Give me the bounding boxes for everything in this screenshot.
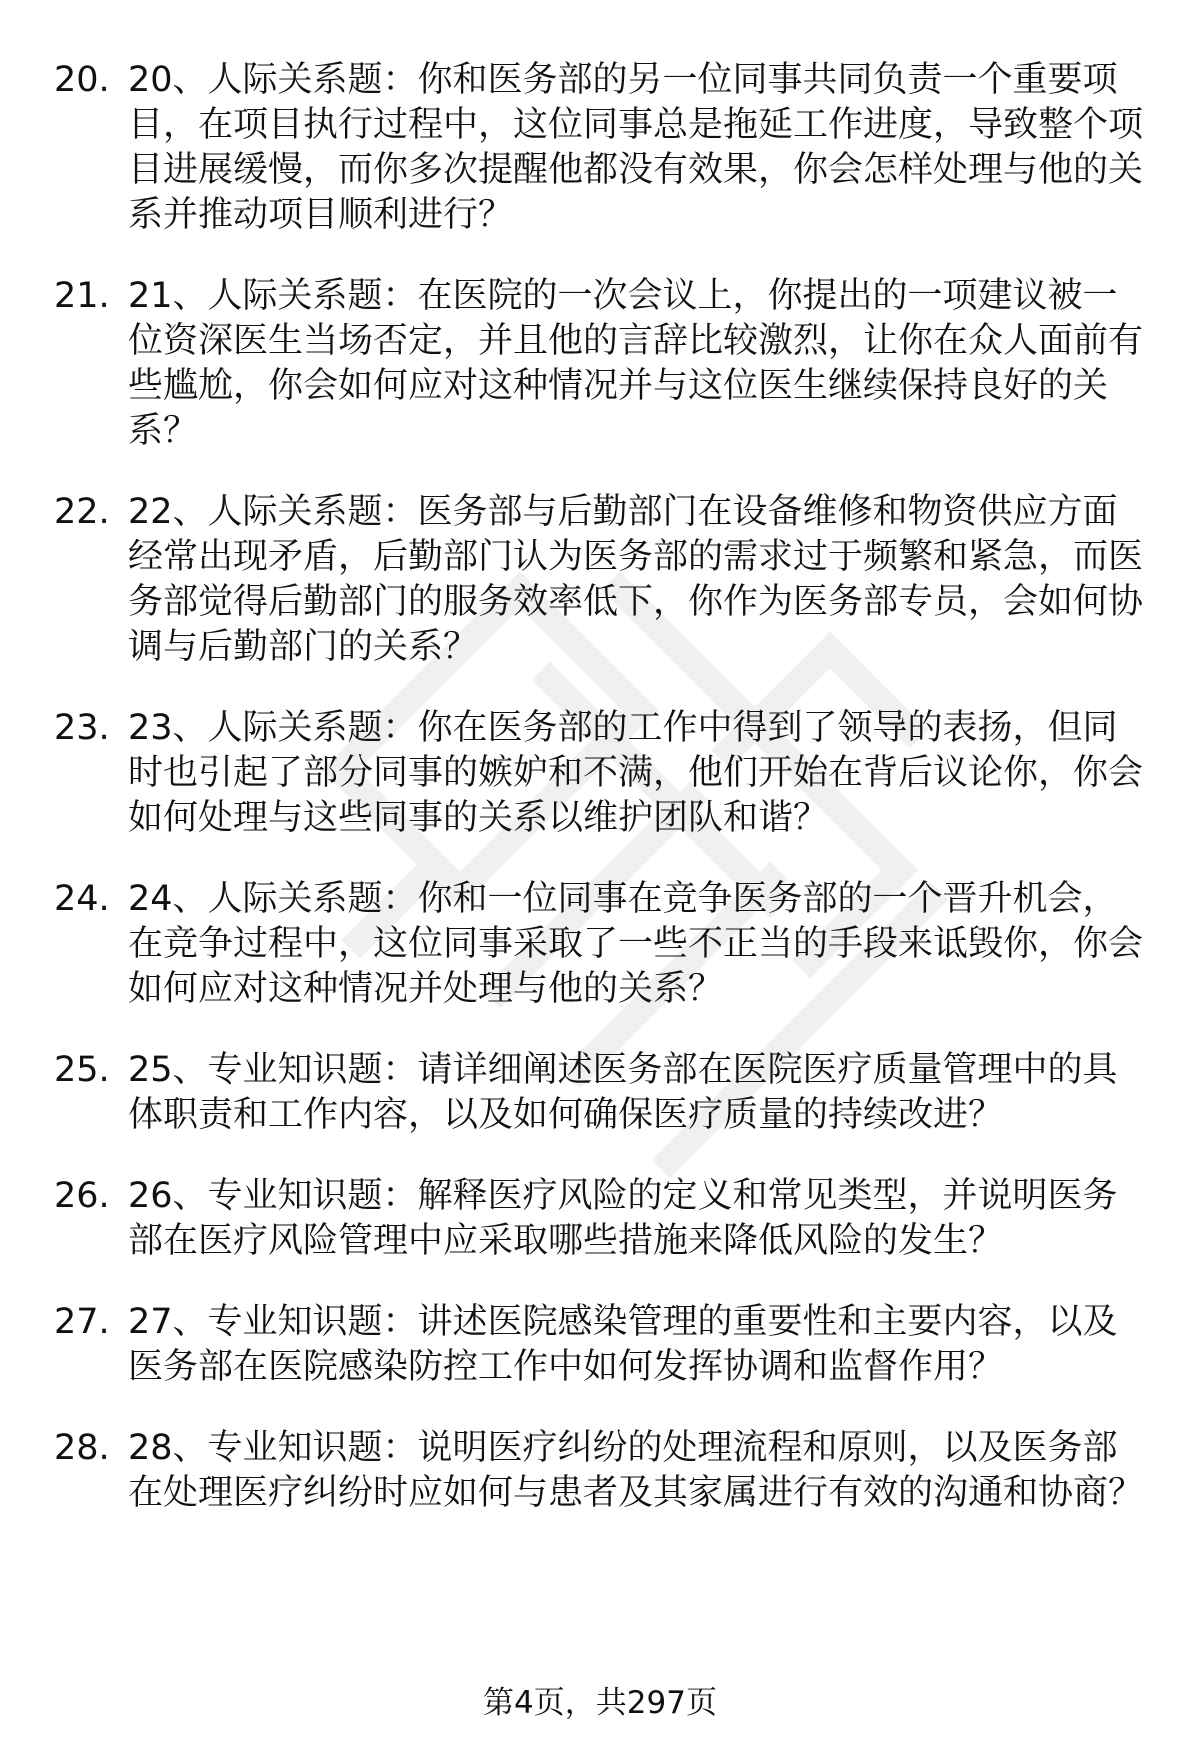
question-item-26 [0,1174,1200,1264]
question-number: 26. [54,1176,110,1216]
question-item-25 [0,1048,1200,1138]
question-number: 21. [54,276,110,316]
question-item-24 [0,877,1200,1012]
question-text: 27、专业知识题：讲述医院感染管理的重要性和主要内容，以及医务部在医院感染防控工作中如何发挥协调和监督作用？ [128,1302,1118,1387]
question-text: 23、人际关系题：你在医务部的工作中得到了领导的表扬，但同时也引起了部分同事的嫉妒和不满，他们开始在背后议论你，你会如何处理与这些同事的关系以维护团队和谐？ [128,708,1144,838]
question-item-28 [0,1426,1200,1516]
question-item-27 [0,1300,1200,1390]
question-text: 26、专业知识题：解释医疗风险的定义和常见类型，并说明医务部在医疗风险管理中应采取哪些措施来降低风险的发生？ [128,1176,1118,1261]
page-footer: 第4页，共297页 [483,1685,717,1721]
question-item-21 [0,274,1200,454]
question-item-23 [0,706,1200,841]
question-text: 28、专业知识题：说明医疗纠纷的处理流程和原则，以及医务部在处理医疗纠纷时应如何与患者及其家属进行有效的沟通和协商？ [128,1428,1144,1513]
question-text: 24、人际关系题：你和一位同事在竞争医务部的一个晋升机会，在竞争过程中，这位同事采取了一些不正当的手段来诋毁你，你会如何应对这种情况并处理与他的关系？ [128,879,1144,1009]
question-text: 21、人际关系题：在医院的一次会议上，你提出的一项建议被一位资深医生当场否定，并且他的言辞比较激烈，让你在众人面前有些尴尬，你会如何应对这种情况并与这位医生继续保持良好的关系？ [128,276,1144,451]
question-text: 20、人际关系题：你和医务部的另一位同事共同负责一个重要项目，在项目执行过程中，这位同事总是拖延工作进度，导致整个项目进展缓慢，而你多次提醒他都没有效果，你会怎样处理与他的关系并推动项目顺利进行？ [128,60,1144,235]
question-number: 28. [54,1428,110,1468]
question-number: 23. [54,708,110,748]
question-list [0,58,1200,1552]
question-number: 25. [54,1050,110,1090]
question-text: 25、专业知识题：请详细阐述医务部在医院医疗质量管理中的具体职责和工作内容，以及如何确保医疗质量的持续改进？ [128,1050,1118,1135]
question-text: 22、人际关系题：医务部与后勤部门在设备维修和物资供应方面经常出现矛盾，后勤部门认为医务部的需求过于频繁和紧急，而医务部觉得后勤部门的服务效率低下，你作为医务部专员，会如何协调与后勤部门的关系？ [128,492,1144,667]
question-item-20 [0,58,1200,238]
question-number: 24. [54,879,110,919]
question-item-22 [0,490,1200,670]
question-number: 20. [54,60,110,100]
question-number: 27. [54,1302,110,1342]
question-number: 22. [54,492,110,532]
